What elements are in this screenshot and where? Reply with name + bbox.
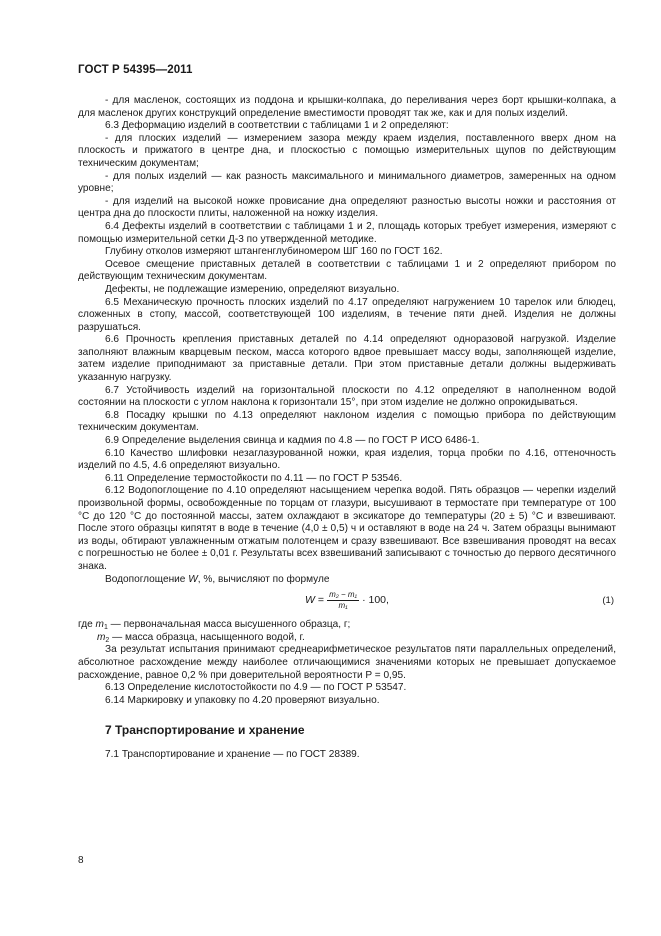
where-prefix: где: [78, 619, 96, 631]
paragraph: 6.5 Механическую прочность плоских изделий по 4.17 определяют нагружением 10 тарелок или блюдец, сложенных в стопу, массой, соответствующей 100 изделиям, в течение пяти дней. Изделия не должны разрушаться.: [78, 296, 616, 333]
paragraph: - для изделий на высокой ножке провисание дна определяют разностью высоты ножки и расстояния от центра дна до плоскости плиты, наложенной на ножку изделия.: [78, 195, 616, 220]
paragraph: 6.13 Определение кислотостойкости по 4.9 — по ГОСТ Р 53547.: [105, 682, 407, 694]
paragraph: Глубину отколов измеряют штангенглубиномером ШГ 160 по ГОСТ 162.: [105, 246, 443, 258]
paragraph: - для полых изделий — как разность максимального и минимального диаметров, замеренных на одном уровне;: [78, 170, 616, 195]
formula-fraction: [327, 590, 359, 611]
paragraph: 7.1 Транспортирование и хранение — по ГОСТ 28389.: [105, 748, 360, 760]
paragraph: - для масленок, состоящих из поддона и крышки-колпака, до переливания через борт крышки-колпака, а для масленок других конструкций определение вместимости проводят так же, как и для полых изделий.: [78, 95, 616, 119]
paragraph: 6.6 Прочность крепления приставных деталей по 4.14 определяют одноразовой нагрузкой. Изделие заполняют влажным кварцевым песком, масса которого вдвое превышает массу воды, заполняющей изделие, затем изделие приподнимают за приставные детали. При этом приставные детали должны выдерживать указанную нагрузку.: [78, 334, 616, 384]
formula-number: (1): [602, 595, 614, 607]
paragraph: 6.3 Деформацию изделий в соответствии с таблицами 1 и 2 определяют:: [105, 120, 449, 132]
paragraph: - для плоских изделий — измерением зазора между краем изделия, поставленного вверх дном на плоскость и прижатого в центре дна, и плоскостью с помощью измерительных щупов по действующим техническим документам;: [78, 132, 616, 169]
document-body: [78, 95, 616, 762]
paragraph: 6.9 Определение выделения свинца и кадмия по 4.8 — по ГОСТ Р ИСО 6486-1.: [105, 435, 480, 447]
paragraph: 6.7 Устойчивость изделий на горизонтальной плоскости по 4.12 определяют в наполненном водой состоянии на плоскости с углом наклона к горизонтали 15°, при этом изделие не должно опрокидываться.: [78, 384, 616, 409]
document-header: ГОСТ Р 54395—2011: [78, 64, 193, 76]
section-heading: 7 Транспортирование и хранение: [105, 723, 305, 738]
formula-denominator: m₁: [338, 601, 348, 611]
where-var-1: m: [95, 619, 104, 631]
formula-intro: [78, 574, 616, 587]
where-var-2: m: [97, 631, 106, 643]
where-line-1: [78, 619, 616, 632]
formula-tail: · 100,: [362, 594, 389, 607]
page-number: 8: [78, 855, 84, 866]
where-text-2: — масса образца, насыщенного водой, г.: [109, 631, 305, 643]
formula-equals: =: [317, 594, 325, 607]
paragraph: Осевое смещение приставных деталей в соответствии с таблицами 1 и 2 определяют прибором по действующим техническим документам.: [78, 258, 616, 283]
formula-intro-post: , %, вычисляют по формуле: [197, 573, 330, 585]
formula-intro-pre: Водопоглощение: [105, 573, 189, 585]
paragraph: Дефекты, не подлежащие измерению, определяют визуально.: [105, 283, 400, 295]
where-sub-1: 1: [103, 624, 108, 632]
paragraph: 6.10 Качество шлифовки незаглазурованной ножки, края изделия, торца пробки по 4.16, оттеночность изделий по 4.5, 4.6 определяют визуально.: [78, 447, 616, 472]
where-line-2: [78, 632, 616, 645]
paragraph: 6.14 Маркировку и упаковку по 4.20 проверяют визуально.: [105, 694, 380, 706]
formula-expression: [305, 590, 389, 611]
formula-numerator: m₂ − m₁: [329, 590, 358, 600]
formula-intro-var: W: [188, 573, 198, 585]
paragraph: 6.8 Посадку крышки по 4.13 определяют наклоном изделия с помощью прибора по действующим техническим документам.: [78, 409, 616, 434]
where-sub-2: 2: [105, 636, 110, 644]
formula-lhs: W: [305, 594, 315, 607]
paragraph: За результат испытания принимают среднеарифметическое результатов пяти параллельных определений, абсолютное расхождение между наиболее отличающимися значениями которых не превышает допускаемое расхождение, равное 0,2 % при доверительной вероятности P = 0,95.: [78, 644, 616, 681]
where-text-1: — первоначальная масса высушенного образца, г;: [107, 619, 351, 631]
paragraph: 6.11 Определение термостойкости по 4.11 — по ГОСТ Р 53546.: [105, 472, 403, 484]
paragraph: 6.4 Дефекты изделий в соответствии с таблицами 1 и 2, площадь которых требует измерения, измеряют с помощью измерительной сетки Д-3 по утвержденной методике.: [78, 220, 616, 245]
formula-block: [78, 587, 616, 617]
paragraph: 6.12 Водопоглощение по 4.10 определяют насыщением черепка водой. Пять образцов — черепки изделий произвольной формы, освобожденные по торцам от глазури, высушивают в термостате при температуре от 100 °С до 120 °С до постоянной массы, затем охлаждают в эксикаторе до температуры (20 ± 5) °С и взвешивают. После этого образцы кипятят в воде в течение (4,0 ± 0,5) ч и оставляют в воде на 24 ч. Затем образцы вынимают из воды, обтирают увлажненным отжатым полотенцем и сразу взвешивают. Все взвешивания проводят на весах с погрешностью не более ± 0,01 г. Результаты всех взвешиваний записывают с точностью до первого десятичного знака.: [78, 485, 616, 572]
